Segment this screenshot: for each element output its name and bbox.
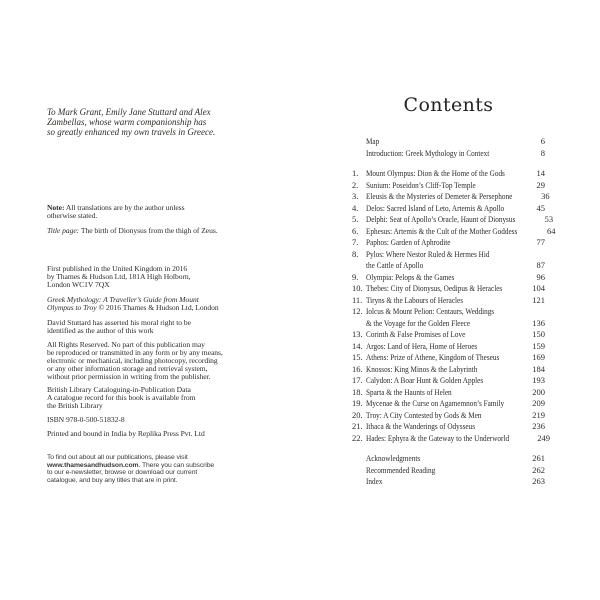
rights-line: or any other information storage and retrieval system, — [47, 364, 208, 373]
toc-row — [352, 249, 545, 272]
toc-entry-number: 13. — [352, 329, 363, 339]
copyright-line — [47, 304, 277, 312]
toc-row — [352, 136, 545, 148]
promo-line — [47, 462, 277, 470]
toc-entry-title — [366, 249, 534, 272]
copyright-title-cont: Olympus to Troy — [47, 303, 97, 312]
title-page-label: Title page: — [47, 226, 80, 235]
toc-entry-title — [366, 306, 529, 329]
toc-entry-number: 8. — [352, 248, 359, 259]
dedication — [47, 107, 277, 137]
moral-rights — [47, 319, 277, 335]
toc-entry-page: 249 — [537, 432, 551, 443]
toc-entry-title — [366, 191, 538, 203]
toc-entry-title-text: Acknowledgments — [366, 453, 421, 463]
toc-entry-number: 15. — [352, 352, 363, 362]
toc-row — [352, 375, 545, 387]
copyright-notice — [47, 296, 277, 312]
toc-entry-title — [366, 433, 534, 445]
dedication-line: To Mark Grant, Emily Jane Stuttard and Alex — [47, 107, 211, 117]
toc-entry-number: 17. — [352, 375, 363, 385]
toc-row — [352, 341, 545, 353]
rights-line: All Rights Reserved. No part of this publication may — [47, 340, 205, 349]
toc-entry-number — [352, 476, 366, 488]
toc-row — [352, 432, 551, 445]
toc-entry-title-text: Paphos: Garden of Aphrodite — [366, 237, 451, 247]
moral-rights-line: David Stuttard has asserted his moral right to be — [47, 318, 191, 327]
toc-back-matter — [352, 453, 545, 488]
cip-data — [47, 386, 277, 410]
toc-entry-number — [352, 465, 366, 477]
toc-entry-title-text: Ithaca & the Wanderings of Odysseus — [366, 421, 476, 431]
toc-entry-title-text: Pylos: Where Nestor Ruled & Hermes Hid the Cattle of Apollo — [366, 248, 490, 270]
toc-entry-title-text: Index — [366, 476, 383, 486]
toc-entry-number: 18. — [352, 386, 363, 397]
toc-entry-number: 21. — [352, 421, 363, 431]
toc-front-matter — [352, 136, 545, 159]
toc-entry-title — [366, 341, 529, 353]
cip-line: A catalogue record for this book is available from — [47, 393, 196, 402]
toc-entry-title-text: Introduction: Greek Mythology in Context — [366, 147, 490, 158]
toc-row — [352, 364, 545, 376]
toc-entry-page: 64 — [547, 225, 556, 236]
toc-entry-number: 14. — [352, 340, 363, 351]
toc-entry-number: 4. — [352, 202, 359, 213]
isbn: ISBN 978-0-500-51832-8 — [47, 415, 125, 424]
toc-entry-number: 10. — [352, 283, 363, 293]
toc-entry-number — [352, 148, 366, 160]
note-text: All translations are by the author unless — [64, 203, 185, 212]
toc-entry-title-text: Calydon: A Boar Hunt & Golden Apples — [366, 375, 484, 385]
toc-entry-title-text: Mount Olympus: Dion & the Home of the Gods — [366, 168, 505, 178]
toc-entry-number: 22. — [352, 432, 363, 443]
toc-entry-number: 11. — [352, 294, 363, 305]
toc-entry-title-text: Map — [366, 136, 380, 146]
toc-entry-title-text: Knossos: King Minos & the Labyrinth — [366, 363, 478, 374]
toc-entry-page: 184 — [532, 363, 545, 374]
toc-entry-page: 104 — [532, 283, 545, 293]
toc-entry-title — [366, 203, 534, 215]
toc-entry-title-text: Ephesus: Artemis & the Cult of the Mother Goddess — [366, 225, 518, 236]
toc-entry-title-text: Recommended Reading — [366, 464, 436, 475]
toc-entry-title — [366, 136, 538, 148]
toc-row — [352, 398, 545, 410]
toc-row — [352, 295, 545, 307]
toc-entry-title — [366, 329, 529, 341]
toc-entry-page: 261 — [532, 453, 545, 463]
toc-entry-number: 5. — [352, 214, 359, 224]
promo-line: to our e-newsletter, browse or download our current — [47, 469, 198, 476]
toc-entry-number: 1. — [352, 168, 359, 178]
toc-entry-page: 193 — [532, 375, 545, 385]
toc-entry-page: 169 — [532, 352, 545, 362]
toc-entry-number: 12. — [352, 306, 363, 316]
toc-row — [352, 453, 545, 465]
note-line: otherwise stated. — [47, 211, 98, 220]
dedication-line: so greatly enhanced my own travels in Greece. — [47, 127, 216, 137]
toc-entry-title — [366, 476, 529, 488]
toc-entry-page: 121 — [532, 294, 545, 305]
toc-entry-title — [366, 421, 529, 433]
toc-row — [352, 387, 545, 399]
toc-entry-title — [366, 272, 534, 284]
publisher-website: www.thamesandhudson.com — [47, 461, 139, 469]
toc-chapter-list — [352, 168, 556, 444]
toc-row — [352, 191, 550, 203]
imprint-line: First published in the United Kingdom in 2016 — [47, 264, 188, 273]
toc-entry-title-text: Olympia: Pelops & the Games — [366, 271, 455, 282]
publisher-promo — [47, 454, 277, 484]
toc-entry-number: 9. — [352, 271, 359, 282]
toc-entry-title — [366, 364, 529, 376]
dedication-line: Zambellas, whose warm companionship has — [47, 117, 207, 127]
toc-entry-title — [366, 465, 529, 477]
toc-entry-page: 77 — [536, 237, 545, 247]
toc-row — [352, 148, 545, 160]
table-of-contents — [352, 136, 556, 488]
toc-row — [352, 168, 545, 180]
toc-entry-title-text: Argos: Land of Hera, Home of Heroes — [366, 340, 478, 351]
toc-entry-page: 263 — [532, 476, 545, 486]
toc-entry-title — [366, 387, 529, 399]
toc-entry-page: 159 — [532, 340, 545, 351]
toc-entry-title-text: Hades: Ephyra & the Gateway to the Underworld — [366, 432, 510, 443]
toc-entry-page: 14 — [536, 168, 545, 178]
toc-entry-page: 45 — [536, 202, 545, 213]
toc-entry-title — [366, 375, 529, 387]
printer-credit: Printed and bound in India by Replika Press Pvt. Ltd — [47, 429, 205, 438]
copyright-title: Greek Mythology: A Traveller’s Guide from Mount — [47, 295, 199, 304]
toc-row — [352, 352, 545, 364]
toc-entry-page: 262 — [532, 464, 545, 475]
cip-line: British Library Cataloguing-in-Publication Data — [47, 385, 191, 394]
toc-entry-title — [366, 180, 534, 192]
toc-row — [352, 237, 545, 249]
toc-entry-number: 2. — [352, 179, 359, 190]
toc-entry-page: 87 — [536, 260, 545, 270]
rights-line: be reproduced or transmitted in any form or by any means, — [47, 348, 223, 357]
contents-heading: Contents — [403, 94, 494, 116]
promo-text: . There you can subscribe — [138, 461, 215, 469]
copyright-text: © 2016 Thames & Hudson Ltd, London — [96, 303, 219, 312]
toc-entry-number: 19. — [352, 398, 363, 408]
toc-entry-page: 150 — [532, 329, 545, 339]
toc-entry-page: 219 — [532, 409, 545, 420]
rights-notice — [47, 341, 277, 381]
toc-row — [352, 465, 545, 477]
toc-entry-title — [366, 283, 529, 295]
toc-entry-page: 209 — [532, 398, 545, 408]
toc-entry-title-text: Mycenae & the Curse on Agamemnon’s Family — [366, 398, 505, 408]
toc-entry-page: 136 — [532, 317, 545, 328]
promo-line: To find out about all our publications, please visit — [47, 454, 188, 461]
toc-entry-title-text: Corinth & False Promises of Love — [366, 329, 466, 339]
toc-entry-number: 16. — [352, 363, 363, 374]
title-page-text: The birth of Dionysus from the thigh of Zeus. — [79, 226, 218, 235]
toc-entry-title — [366, 352, 529, 364]
toc-row — [352, 214, 554, 226]
toc-entry-number: 7. — [352, 237, 359, 247]
toc-entry-number: 20. — [352, 409, 363, 420]
toc-row — [352, 329, 545, 341]
imprint-line: London WC1V 7QX — [47, 280, 110, 289]
toc-entry-number: 6. — [352, 225, 359, 236]
toc-entry-title — [366, 226, 544, 238]
note-label: Note: — [47, 203, 65, 212]
cip-line: the British Library — [47, 401, 103, 410]
toc-entry-title — [366, 148, 538, 160]
toc-entry-title — [366, 410, 529, 422]
rights-line: electronic or mechanical, including photocopy, recording — [47, 356, 218, 365]
toc-entry-title-text: Sparta & the Haunts of Helen — [366, 386, 452, 397]
toc-entry-page: 36 — [541, 191, 550, 201]
toc-row — [352, 306, 545, 329]
toc-entry-title-text: Sunium: Poseidon’s Cliff-Top Temple — [366, 179, 476, 190]
promo-line: catalogue, and buy any titles that are in print. — [47, 476, 178, 484]
translation-note — [47, 204, 277, 220]
imprint-line: by Thames & Hudson Ltd, 181A High Holborn, — [47, 272, 191, 281]
moral-rights-line: identified as the author of this work — [47, 326, 154, 335]
toc-entry-number: 3. — [352, 191, 359, 201]
toc-entry-number — [352, 453, 366, 465]
toc-entry-title — [366, 398, 529, 410]
toc-entry-title-text: Thebes: City of Dionysus, Oedipus & Heracles — [366, 283, 503, 293]
toc-entry-title-text: Iolcus & Mount Pelion: Centaurs, Weddings & the Voyage for the Golden Fleece — [366, 306, 495, 328]
toc-entry-title — [366, 453, 529, 465]
toc-entry-title-text: Athens: Prize of Athene, Kingdom of Theseus — [366, 352, 500, 362]
toc-entry-page: 53 — [544, 214, 554, 224]
toc-row — [352, 203, 545, 215]
imprint — [47, 265, 277, 289]
toc-entry-page: 236 — [532, 421, 545, 431]
toc-entry-page: 96 — [536, 271, 545, 282]
toc-row — [352, 283, 545, 295]
toc-entry-number — [352, 136, 366, 148]
title-page-credit — [47, 227, 277, 235]
toc-entry-page: 6 — [540, 136, 545, 146]
toc-row — [352, 421, 545, 433]
toc-entry-title-text: Troy: A City Contested by Gods & Men — [366, 409, 482, 420]
toc-entry-title-text: Delphi: Seat of Apollo’s Oracle, Haunt of Dionysus — [366, 214, 516, 224]
toc-entry-page: 200 — [532, 386, 545, 397]
toc-row — [352, 410, 545, 422]
toc-entry-title-text: Tiryns & the Labours of Heracles — [366, 294, 464, 305]
toc-entry-title — [366, 168, 534, 180]
toc-entry-title-text: Delos: Sacred Island of Leto, Artemis & Apollo — [366, 202, 505, 213]
toc-entry-page: 8 — [540, 147, 545, 158]
toc-row — [352, 476, 545, 488]
toc-row — [352, 180, 545, 192]
toc-entry-title — [366, 237, 534, 249]
toc-row — [352, 272, 545, 284]
toc-entry-title — [366, 295, 529, 307]
toc-row — [352, 225, 556, 238]
toc-entry-title-text: Eleusis & the Mysteries of Demeter & Persephone — [366, 191, 513, 201]
rights-line: without prior permission in writing from the publisher. — [47, 372, 211, 381]
toc-entry-title — [366, 214, 542, 226]
toc-entry-page: 29 — [536, 179, 545, 190]
